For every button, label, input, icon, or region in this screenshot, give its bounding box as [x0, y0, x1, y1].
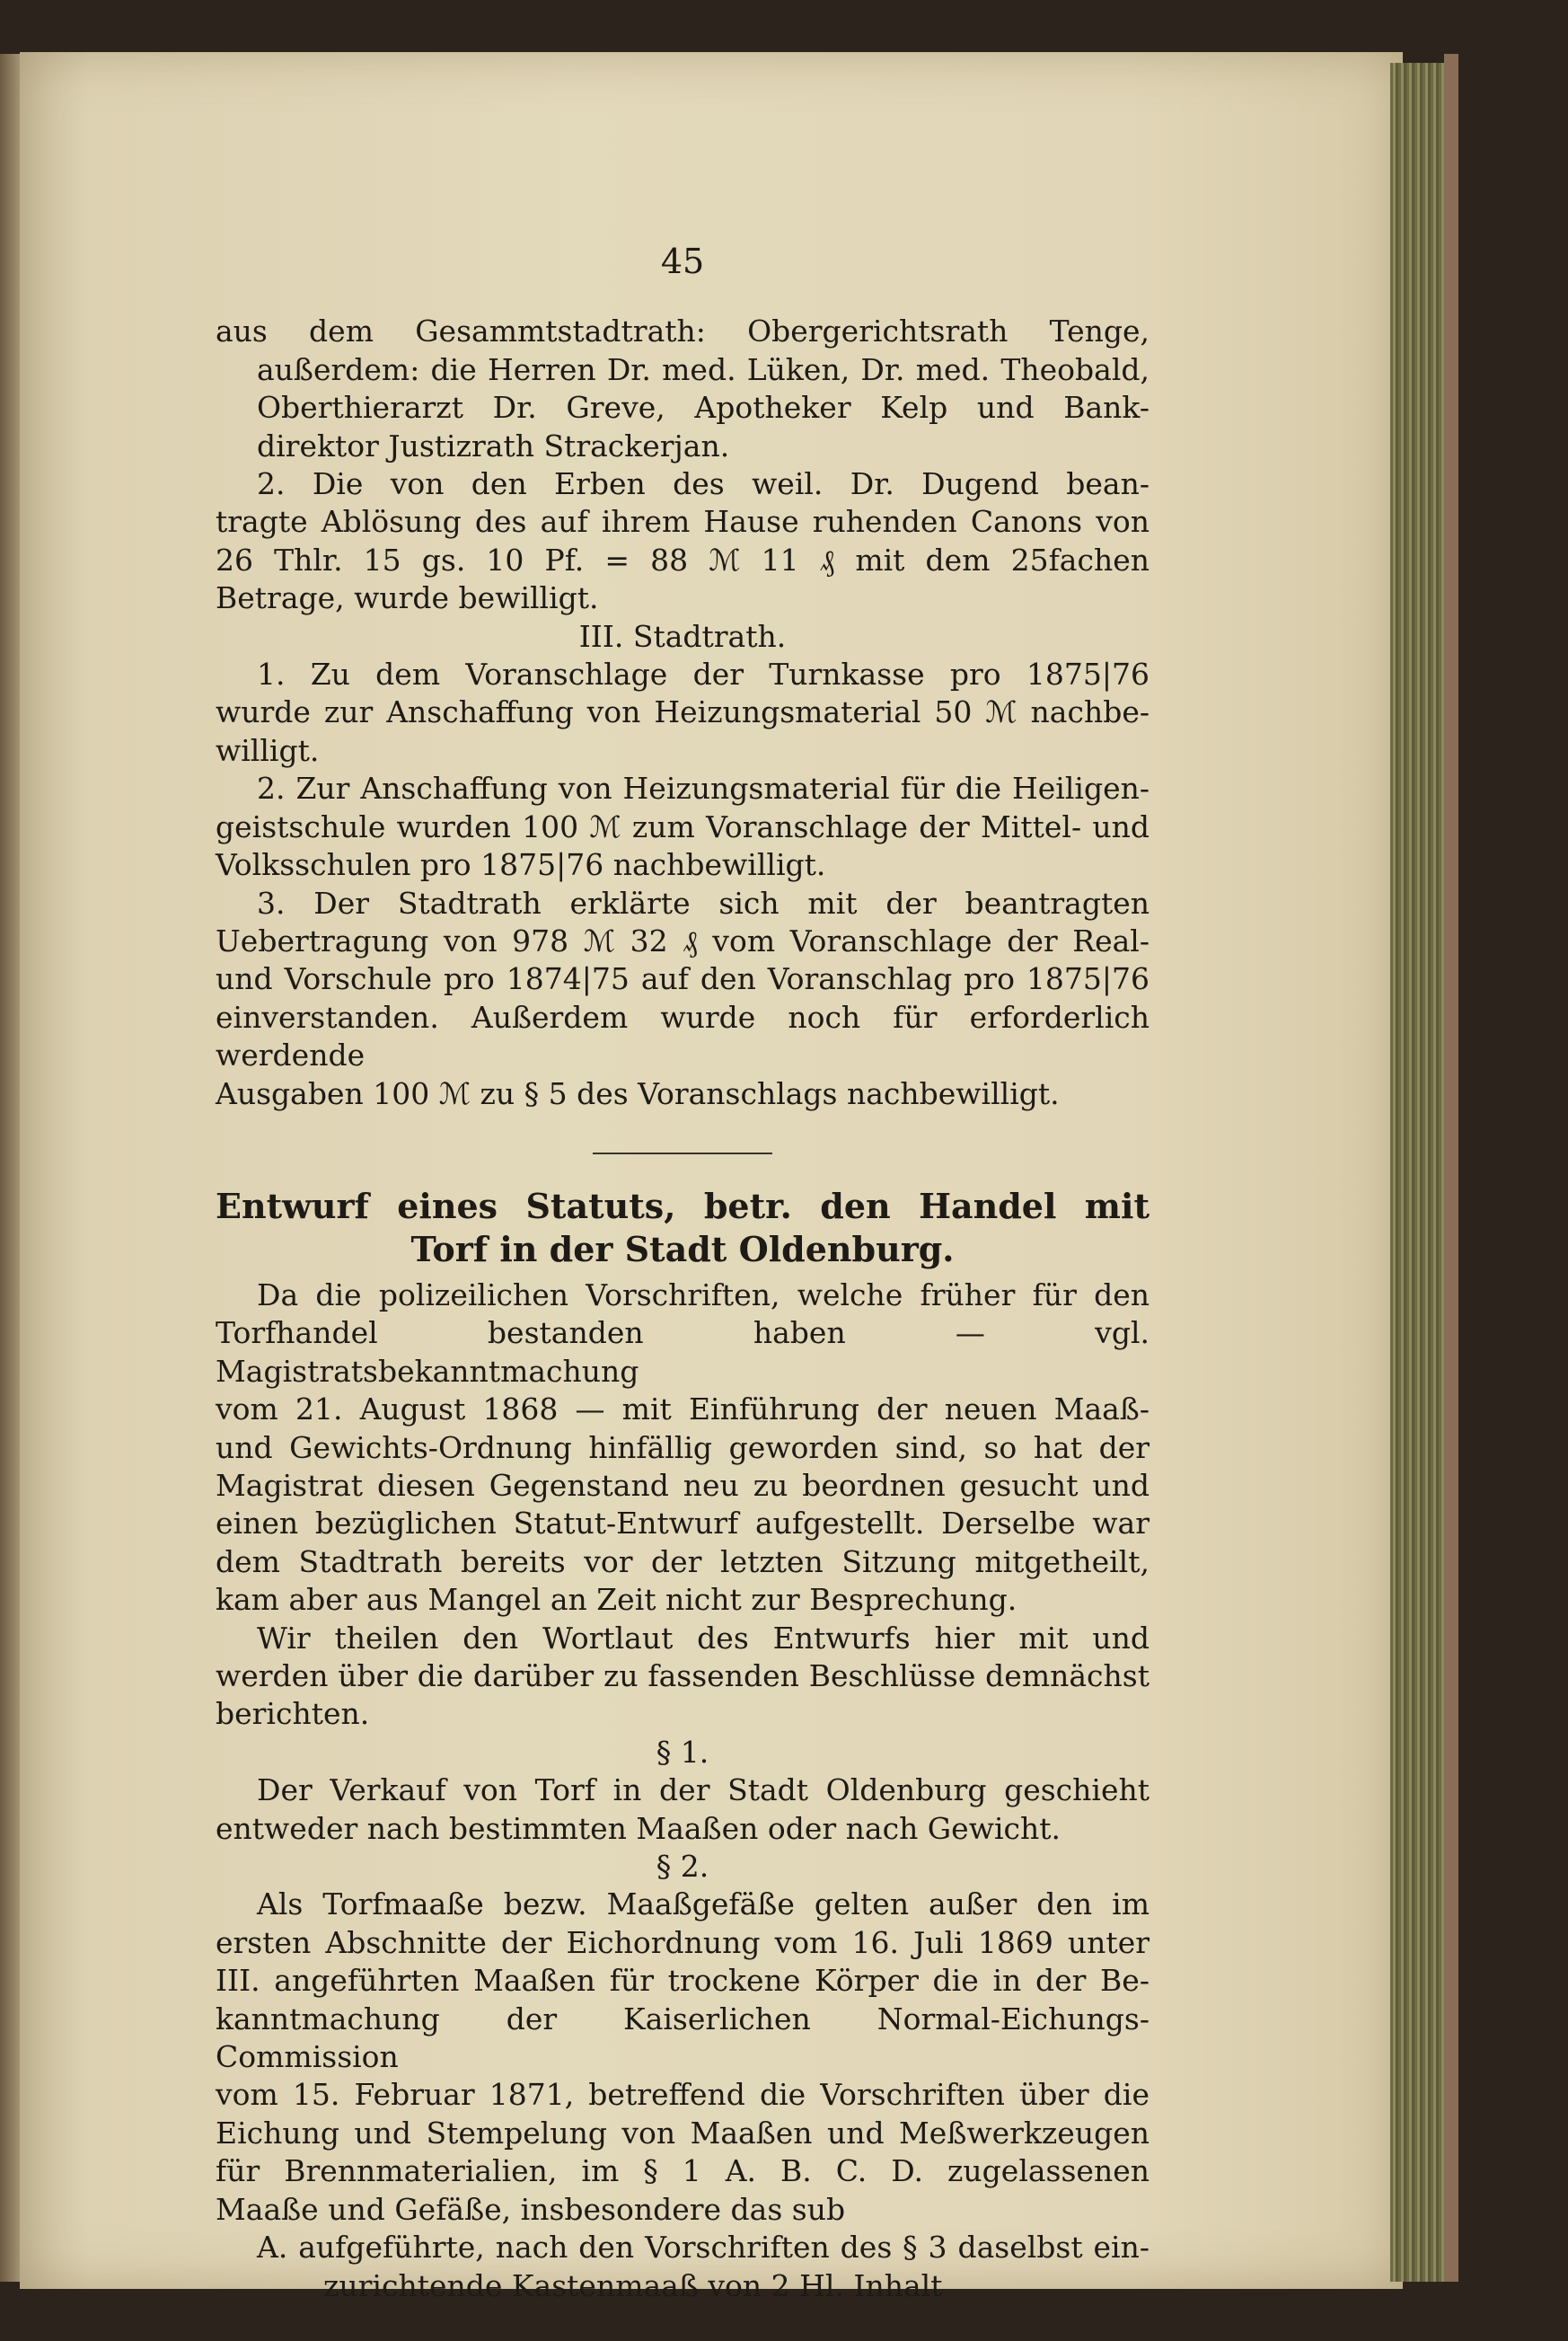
text-line: Torfhandel bestanden haben — vgl. Magistratsbekanntmachung [216, 1315, 1150, 1389]
text-line: Betrage, wurde bewilligt. [216, 580, 599, 616]
text-line: kanntmachung der Kaiserlichen Normal-Eichungs-Commission [216, 2001, 1150, 2075]
text-line: 2. Zur Anschaffung von Heizungsmaterial für die Heiligen- [257, 771, 1150, 807]
item-3 [216, 885, 1150, 1113]
heading-line: Torf in der Stadt Oldenburg. [410, 1228, 955, 1269]
text-line: Da die polizeilichen Vorschriften, welche früher für den [257, 1277, 1150, 1312]
paragraph-intro [216, 1277, 1150, 1620]
text-line: 2. Die von den Erben des weil. Dr. Dugend bean- [257, 466, 1150, 502]
text-line: Ausgaben 100 ℳ zu § 5 des Voranschlags nachbewilligt. [216, 1075, 1060, 1111]
section-2-title: § 2. [656, 1849, 709, 1885]
article-heading [216, 1185, 1150, 1271]
item-1 [216, 656, 1150, 770]
paragraph-intro-2 [216, 1620, 1150, 1734]
text-line: außerdem: die Herren Dr. med. Lüken, Dr. med. Theobald, [257, 351, 1150, 387]
section-divider [593, 1153, 772, 1154]
text-line: einen bezüglichen Statut-Entwurf aufgestellt. Derselbe war [216, 1506, 1150, 1542]
text-line: direktor Justizrath Strackerjan. [257, 428, 730, 464]
paragraph-canon [216, 465, 1150, 618]
text-line: III. angeführten Maaßen für trockene Körper die in der Be- [216, 1963, 1150, 1999]
text-line: 26 Thlr. 15 gs. 10 Pf. = 88 ℳ 11 ₰ mit dem 25fachen [216, 542, 1150, 578]
text-line: Volksschulen pro 1875|76 nachbewilligt. [216, 847, 826, 883]
text-line: kam aber aus Mangel an Zeit nicht zur Besprechung. [216, 1582, 1017, 1618]
paragraph-committee [216, 313, 1150, 465]
text-line: Uebertragung von 978 ℳ 32 ₰ vom Voranschlage der Real- [216, 923, 1150, 958]
text-line: Wir theilen den Wortlaut des Entwurfs hier mit und [257, 1620, 1150, 1656]
page-number: 45 [660, 242, 705, 281]
section-1-text [216, 1771, 1150, 1848]
text-line: Der Verkauf von Torf in der Stadt Oldenburg geschieht [257, 1772, 1150, 1808]
text-line: einverstanden. Außerdem wurde noch für erforderlich werdende [216, 999, 1150, 1073]
cover-edge [1444, 54, 1458, 2282]
text-line: berichten. [216, 1696, 370, 1732]
section-2-sub-a [216, 2229, 1150, 2305]
text-line: 3. Der Stadtrath erklärte sich mit der beantragten [257, 885, 1150, 921]
text-line: dem Stadtrath bereits vor der letzten Sitzung mitgetheilt, [216, 1543, 1150, 1579]
text-line: Maaße und Gefäße, insbesondere das sub [216, 2191, 846, 2227]
text-line: Eichung und Stempelung von Maaßen und Meßwerkzeugen [216, 2115, 1150, 2151]
text-line: tragte Ablösung des auf ihrem Hause ruhenden Canons von [216, 504, 1150, 540]
text-line: entweder nach bestimmten Maaßen oder nach Gewicht. [216, 1810, 1061, 1846]
page-text [216, 243, 1150, 2305]
section-2-text [216, 1886, 1150, 2229]
text-line: vom 21. August 1868 — mit Einführung der neuen Maaß- [216, 1391, 1150, 1427]
text-line: Magistrat diesen Gegenstand neu zu beordnen gesucht und [216, 1467, 1150, 1503]
text-line: 1. Zu dem Voranschlage der Turnkasse pro 1875|76 [257, 657, 1150, 693]
text-line: für Brennmaterialien, im § 1 A. B. C. D. zugelassenen [216, 2153, 1150, 2189]
section-title-stadtrath: III. Stadtrath. [578, 618, 787, 654]
item-2 [216, 770, 1150, 884]
heading-line: Entwurf eines Statuts, betr. den Handel mit [216, 1185, 1150, 1226]
section-1-title: § 1. [656, 1734, 709, 1770]
text-line: Oberthierarzt Dr. Greve, Apotheker Kelp und Bank- [257, 390, 1150, 426]
text-line: ersten Abschnitte der Eichordnung vom 16. Juli 1869 unter [216, 1924, 1150, 1960]
text-line: zurichtende Kastenmaaß von 2 Hl. Inhalt [323, 2267, 943, 2303]
text-line: und Gewichts-Ordnung hinfällig geworden sind, so hat der [216, 1429, 1150, 1465]
text-line: vom 15. Februar 1871, betreffend die Vorschriften über die [216, 2077, 1150, 2113]
text-line: Als Torfmaaße bezw. Maaßgefäße gelten außer den im [257, 1886, 1150, 1922]
text-line: willigt. [216, 732, 320, 768]
text-line: wurde zur Anschaffung von Heizungsmaterial 50 ℳ nachbe- [216, 694, 1150, 730]
text-line: werden über die darüber zu fassenden Beschlüsse demnächst [216, 1658, 1150, 1693]
text-line: und Vorschule pro 1874|75 auf den Voranschlag pro 1875|76 [216, 961, 1150, 997]
text-line: A. aufgeführte, nach den Vorschriften des § 3 daselbst ein- [257, 2230, 1150, 2266]
text-line: aus dem Gesammtstadtrath: Obergerichtsrath Tenge, [216, 314, 1150, 349]
text-line: geistschule wurden 100 ℳ zum Voranschlage der Mittel- und [216, 808, 1150, 844]
